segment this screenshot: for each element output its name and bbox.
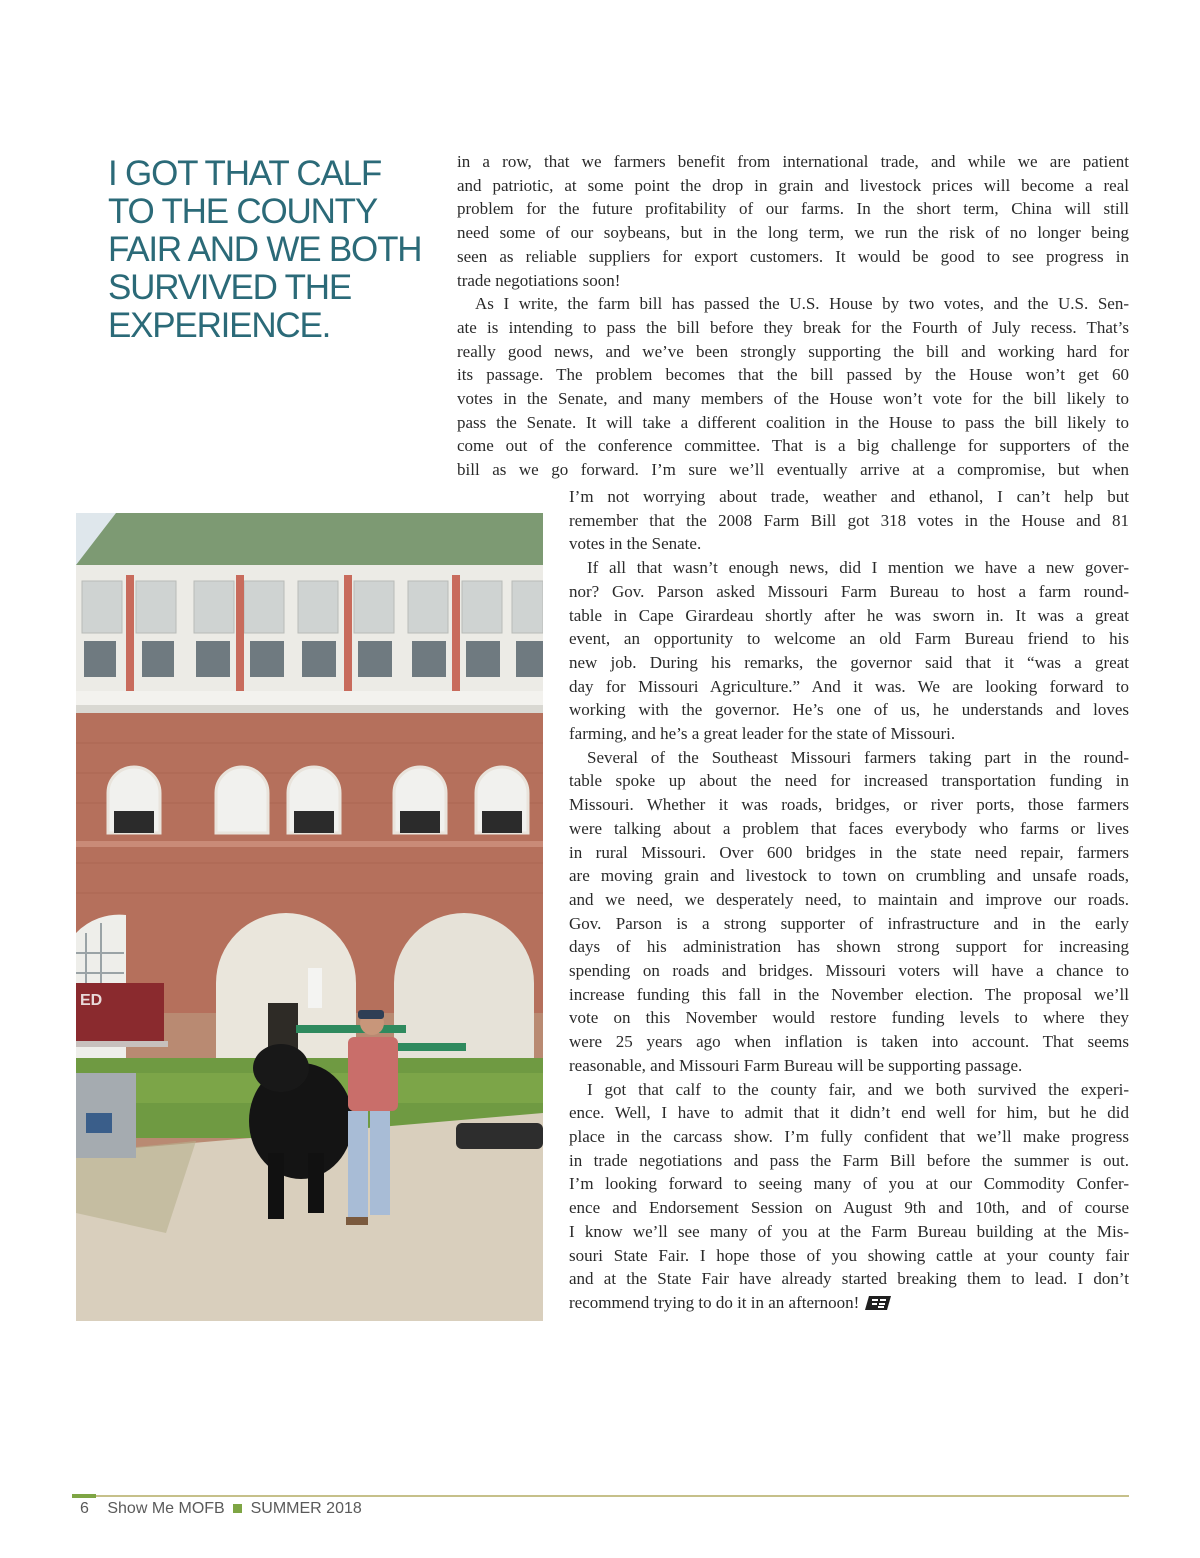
article-line: As I write, the farm bill has passed the U.S. House by two votes, and the U.S. Sen- [475, 294, 1129, 314]
article-line: and patriotic, at some point the drop in grain and livestock prices will become a real [457, 175, 1129, 195]
article-line: farming, and he’s a great leader for the state of Missouri. [569, 724, 956, 744]
article-line: new job. During his remarks, the governor said that it “was a great [569, 652, 1129, 672]
page-number: 6 [80, 1500, 89, 1517]
article-line: ence and Endorsement Session on August 9th and 10th, and of course [569, 1198, 1129, 1218]
footer-accent [72, 1494, 96, 1498]
article-line: pass the Senate. It will take a different coalition in the House to pass the bill likely to [457, 412, 1129, 432]
article-line: Gov. Parson is a strong supporter of infrastructure and in the early [569, 913, 1129, 933]
article-line: and at the State Fair have already started breaking them to lead. I don’t [569, 1269, 1129, 1289]
trailer-sign-text: ED [80, 992, 103, 1009]
article-line: problem for the future profitability of our farms. In the short term, China will still [457, 199, 1129, 219]
article-last-line [569, 1291, 1129, 1315]
article-line-text: recommend trying to do it in an afternoon! [569, 1292, 860, 1312]
article-line: in a row, that we farmers benefit from international trade, and while we are patient [457, 152, 1129, 171]
article-line: votes in the Senate. [569, 534, 702, 554]
article-line: come out of the conference committee. That is a big challenge for supporters of the [457, 436, 1129, 456]
article-line: If all that wasn’t enough news, did I mention we have a new gover- [587, 558, 1129, 578]
article-line: ence. Well, I have to admit that it didn’t end well for him, but he did [569, 1103, 1129, 1123]
pull-quote-line: TO THE COUNTY [108, 192, 377, 231]
article-line: reasonable, and Missouri Farm Bureau will be supporting passage. [569, 1055, 1023, 1075]
article-line: souri State Fair. I hope those of you showing cattle at your county fair [569, 1245, 1129, 1265]
pull-quote-line: FAIR AND WE BOTH [108, 230, 422, 269]
pull-quote-line: I GOT THAT CALF [108, 154, 382, 193]
pull-quote [108, 155, 428, 345]
article-line: really good news, and we’ve been strongly supporting the bill and working hard for [457, 341, 1129, 361]
article-line: were 25 years ago when inflation is taken into account. That seems [569, 1032, 1129, 1052]
article-line: were talking about a problem that faces everybody who farms or lives [569, 818, 1129, 838]
publication-name: Show Me MOFB [107, 1500, 225, 1517]
article-line: nor? Gov. Parson asked Missouri Farm Bureau to host a farm round- [569, 581, 1129, 601]
article-line: need some of our soybeans, but in the long term, we run the risk of no longer being [457, 223, 1129, 243]
article-line: trade negotiations soon! [457, 270, 621, 290]
article-line: and we need, we desperately need, to maintain and improve our roads. [569, 889, 1129, 909]
page-footer [80, 1500, 362, 1518]
article-line: event, an opportunity to welcome an old Farm Bureau friend to his [569, 629, 1129, 649]
article-line: its passage. The problem becomes that the bill passed by the House won’t get 60 [457, 365, 1129, 385]
article-line: I’m not worrying about trade, weather and ethanol, I can’t help but [569, 487, 1129, 506]
article-line: I’m looking forward to seeing many of you at our Commodity Confer- [569, 1174, 1129, 1194]
pull-quote-line: SURVIVED THE [108, 268, 351, 307]
footer-rule [72, 1495, 1129, 1497]
article-line: are moving grain and livestock to town on crumbling and unsafe roads, [569, 866, 1129, 886]
article-line: vote on this November would restore funding levels to where they [569, 1008, 1129, 1028]
farm-bureau-logo-icon [865, 1296, 891, 1310]
article-line: in trade negotiations and pass the Farm Bill before the summer is out. [569, 1150, 1129, 1170]
article-line: increase funding this fall in the November election. The proposal we’ll [569, 984, 1129, 1004]
article-line: Missouri. Whether it was roads, bridges, or river ports, those farmers [569, 795, 1129, 815]
article-column-upper [457, 150, 1129, 482]
fair-photo-drawing [76, 513, 543, 1321]
article-line: remember that the 2008 Farm Bill got 318 votes in the House and 81 [569, 510, 1129, 530]
issue-label: SUMMER 2018 [250, 1500, 362, 1517]
article-line: working with the governor. He’s one of us, he understands and loves [569, 700, 1129, 720]
pull-quote-line: EXPERIENCE. [108, 306, 331, 345]
article-line: in rural Missouri. Over 600 bridges in the state need repair, farmers [569, 842, 1129, 862]
article-line: spending on roads and bridges. Missouri voters will have a chance to [569, 961, 1129, 981]
article-line: days of his administration has shown strong support for increasing [569, 937, 1129, 957]
article-line: I got that calf to the county fair, and we both survived the experi- [587, 1079, 1129, 1099]
article-line: votes in the Senate, and many members of the House won’t vote for the bill likely to [457, 389, 1129, 409]
article-line: ate is intending to pass the bill before they break for the Fourth of July recess. That’s [457, 317, 1129, 337]
article-line: day for Missouri Agriculture.” And it was. We are looking forward to [569, 676, 1129, 696]
article-line: place in the carcass show. I’m fully confident that we’ll make progress [569, 1126, 1129, 1146]
article-line: table in Cape Girardeau shortly after he was sworn in. It was a great [569, 605, 1129, 625]
article-line: Several of the Southeast Missouri farmers taking part in the round- [587, 747, 1129, 767]
article-line: I know we’ll see many of you at the Farm Bureau building at the Mis- [569, 1221, 1129, 1241]
article-column-lower [569, 485, 1129, 1315]
article-line: table spoke up about the need for increased transportation funding in [569, 771, 1129, 791]
article-line: seen as reliable suppliers for export customers. It would be good to see progress in [457, 246, 1129, 266]
fair-photo [76, 513, 543, 1321]
footer-square-icon [233, 1504, 242, 1513]
article-line: bill as we go forward. I’m sure we’ll eventually arrive at a compromise, but when [457, 460, 1129, 480]
